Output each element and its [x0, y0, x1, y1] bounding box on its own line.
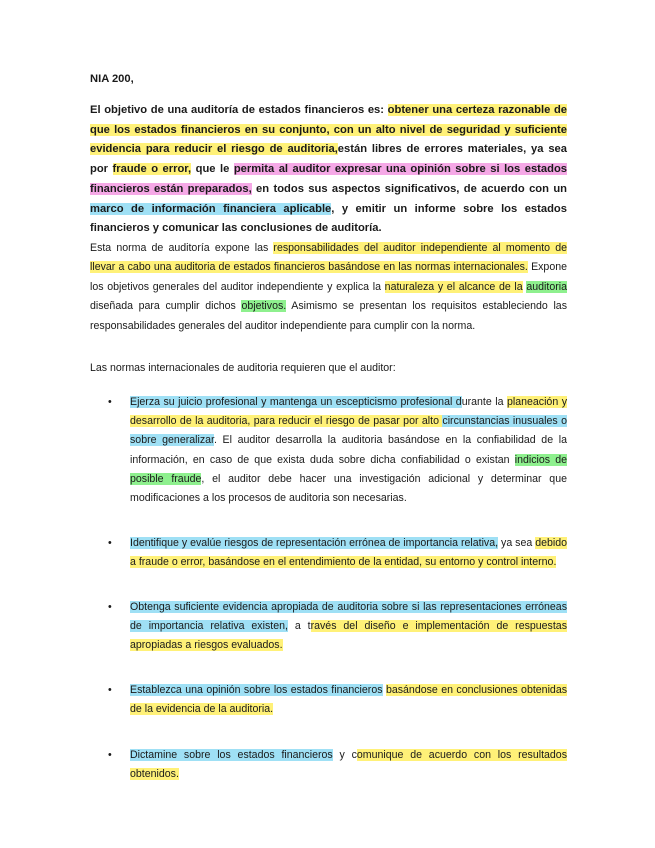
highlighted-text: objetivos.	[241, 300, 287, 313]
highlighted-text: Establezca una opinión sobre los estados financieros	[130, 684, 383, 697]
highlighted-text: fraude o error,	[112, 163, 192, 176]
text-run: Asimismo se presentan los requisitos estableciendo las responsabilidades generales del auditor independiente para cumplir con la norma.	[90, 300, 567, 332]
highlighted-text: Ejerza su juicio profesional y mantenga un escepticismo profesional d	[130, 396, 462, 408]
text-run: El objetivo de una auditoría de estados financieros es:	[90, 104, 388, 116]
highlighted-text: omunique de acuerdo con los resultados obtenidos.	[130, 748, 567, 780]
text-run: ya sea	[498, 537, 536, 550]
text-run: y c	[332, 748, 357, 761]
highlighted-text: Obtenga suficiente evidencia apropiada de auditoria sobre si las representaciones erróneas de importancia relativa existen,	[130, 600, 567, 632]
requirements-intro: Las normas internacionales de auditoria requieren que el auditor:	[90, 362, 396, 374]
list-item	[90, 746, 567, 784]
bullet-icon: •	[108, 396, 112, 408]
highlighted-text: obtener una certeza razonable de que los estados financieros en su conjunto, con un alto nivel de seguridad y suficiente evidencia para reducir el riesgo de auditoria,	[90, 104, 567, 156]
list-item-text	[130, 601, 567, 651]
text-run: urante la	[461, 396, 507, 408]
bullet-icon: •	[108, 748, 112, 761]
text-run: , el auditor debe hacer una investigación adicional y determinar que modificaciones a los procesos de auditoria son necesarias.	[130, 472, 567, 505]
norm-description-paragraph	[90, 239, 567, 336]
list-item	[90, 534, 567, 572]
list-item-text	[130, 749, 567, 780]
list-item	[90, 598, 567, 656]
bullet-icon: •	[108, 600, 112, 613]
text-run: Expone los objetivos generales del auditor independiente y explica la	[90, 261, 568, 293]
document-title: NIA 200,	[90, 73, 134, 85]
highlighted-text: ravés del diseño e implementación de respuestas apropiadas a riesgos evaluados.	[130, 619, 567, 652]
text-run: , y emitir un informe sobre los estados financieros y comunicar las conclusiones de auditoría.	[90, 202, 567, 235]
highlighted-text: planeación y desarrollo de la auditoria, para reducir el riesgo de pasar por alto	[130, 396, 567, 428]
text-run: que le	[191, 163, 234, 176]
list-item	[90, 681, 567, 719]
highlighted-text: permita al auditor expresar una opinión sobre si los estados financieros están preparados,	[90, 163, 568, 195]
bullet-icon: •	[108, 684, 112, 697]
highlighted-text: Dictamine sobre los estados financieros	[130, 748, 333, 761]
text-run: Esta norma de auditoría expone las	[90, 242, 274, 254]
highlighted-text: basándose en conclusiones obtenidas de la evidencia de la auditoria.	[130, 684, 568, 716]
requirements-list	[90, 393, 567, 784]
text-run: están libres de errores materiales, ya sea por	[90, 143, 567, 176]
text-run: . El auditor desarrolla la auditoria basándose en la confiabilidad de la información, en caso de que exista duda sobre dicha confiabilidad o existan	[130, 434, 567, 466]
highlighted-text: naturaleza y el alcance de la	[384, 280, 523, 293]
highlighted-text: responsabilidades del auditor independiente al momento de llevar a cabo una auditoria de estados financieros basándose en las normas internacionales.	[90, 242, 567, 274]
highlighted-text: marco de información financiera aplicable	[90, 202, 332, 215]
list-item-text	[130, 684, 567, 715]
highlighted-text: Identifique y evalúe riesgos de representación errónea de importancia relativa,	[130, 537, 499, 550]
list-item-text	[130, 537, 567, 568]
highlighted-text: indicios de posible fraude	[130, 453, 567, 485]
highlighted-text: debido a fraude o error, basándose en el entendimiento de la entidad, su entorno y control interno.	[130, 537, 567, 569]
highlighted-text: auditoria	[526, 280, 567, 293]
list-item	[90, 393, 567, 508]
text-run: a t	[287, 619, 311, 632]
text-run: en todos sus aspectos significativos, de acuerdo con un	[251, 182, 567, 195]
text-run: diseñada para cumplir dichos	[90, 300, 242, 313]
bullet-icon: •	[108, 537, 112, 550]
objective-paragraph	[90, 101, 567, 239]
list-item-text	[130, 396, 567, 504]
highlighted-text: circunstancias inusuales o sobre generalizar	[130, 415, 567, 447]
